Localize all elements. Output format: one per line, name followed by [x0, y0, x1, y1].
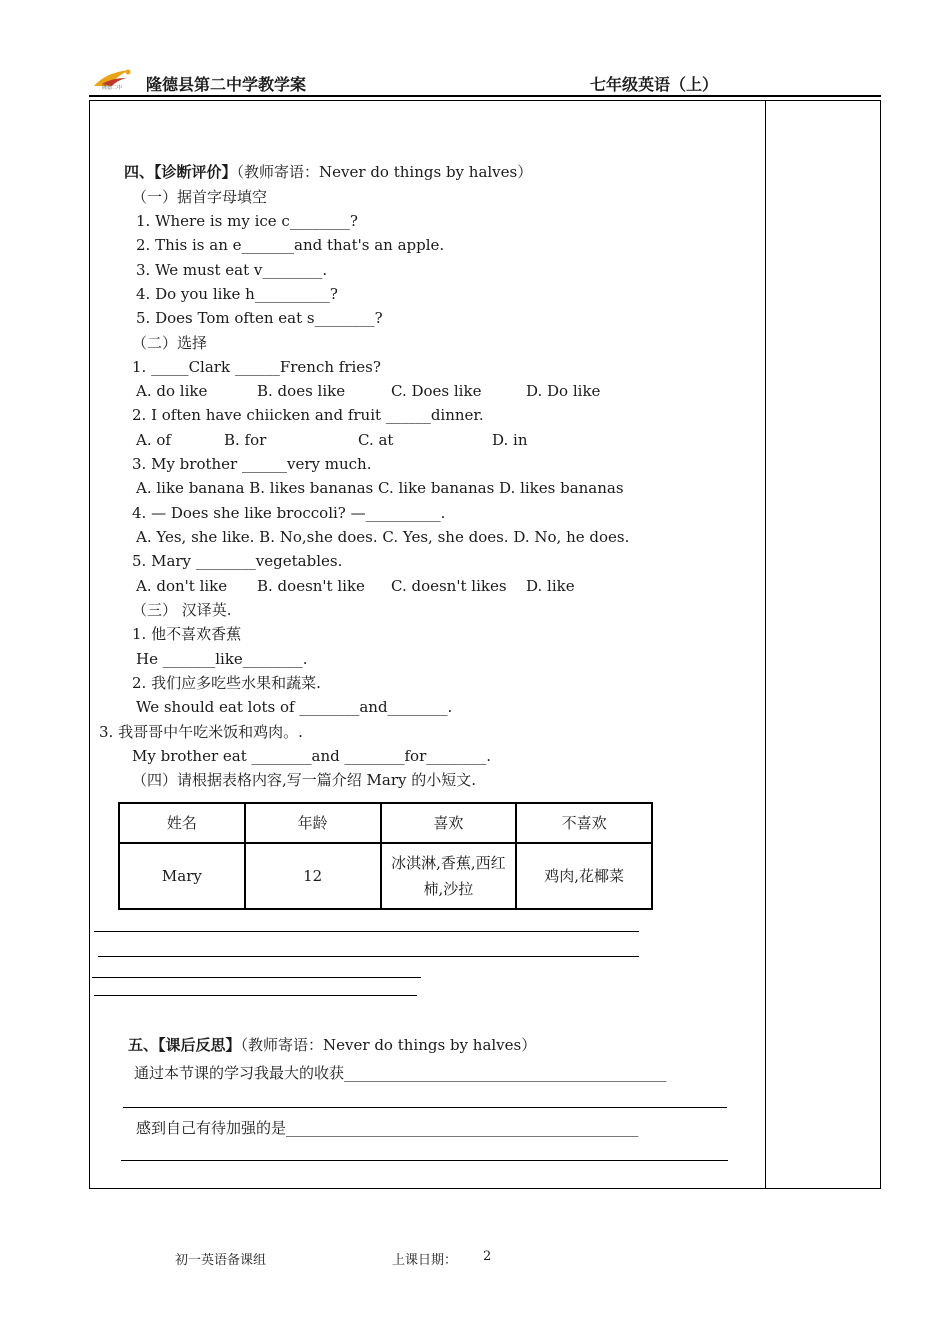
fill-item-4: 4. Do you like h__________? — [136, 285, 338, 303]
choice-q4: 4. — Does she like broccoli? —__________. — [132, 504, 446, 522]
table-header-cell: 不喜欢 — [516, 803, 652, 843]
choice-q4-options: A. Yes, she like. B. No,she does. C. Yes, she does. D. No, he does. — [136, 528, 630, 546]
section5-title: 【课后反思】 — [158, 1036, 241, 1054]
choice-q1-a: A. do like — [136, 382, 208, 400]
section5-heading — [128, 1034, 536, 1055]
table-cell-dislikes: 鸡肉,花椰菜 — [516, 843, 652, 909]
choice-q5: 5. Mary ________vegetables. — [132, 552, 343, 570]
section5-number: 五、 — [128, 1036, 159, 1054]
page-number: 2 — [483, 1249, 492, 1264]
writing-line — [92, 977, 421, 978]
table-cell-age: 12 — [245, 843, 381, 909]
translate-3: 3. 我哥哥中午吃米饭和鸡肉。. — [99, 723, 303, 741]
translate-2-answer: We should eat lots of ________and________. — [136, 698, 453, 716]
frame-right — [880, 100, 881, 1189]
school-logo — [92, 66, 134, 92]
table-header-row — [119, 803, 652, 843]
frame-left — [89, 100, 90, 1189]
writing-line — [121, 1160, 728, 1161]
logo-text: 隆德二中 — [102, 85, 123, 91]
header-rule — [89, 95, 881, 97]
table-cell-name: Mary — [119, 843, 245, 909]
table-header-cell: 姓名 — [119, 803, 245, 843]
fill-item-5: 5. Does Tom often eat s________? — [136, 309, 383, 327]
choice-q2-d: D. in — [492, 431, 528, 449]
translate-1-answer: He _______like________. — [136, 650, 308, 668]
choice-q2-c: C. at — [358, 431, 394, 449]
section4-number: 四、 — [124, 163, 155, 181]
part3-title: （三） 汉译英. — [132, 601, 232, 619]
choice-q1: 1. _____Clark ______French fries? — [132, 358, 381, 376]
footer-group: 初一英语备课组 — [175, 1253, 267, 1268]
table-header-cell: 年龄 — [245, 803, 381, 843]
writing-line — [98, 956, 639, 957]
table-header-cell: 喜欢 — [381, 803, 517, 843]
writing-line — [94, 995, 417, 996]
choice-q1-b: B. does like — [257, 382, 346, 400]
choice-q5-c: C. doesn't likes — [391, 577, 507, 595]
grade-title: 七年级英语（上） — [590, 75, 719, 94]
part2-title: （二）选择 — [132, 334, 208, 352]
fill-item-1: 1. Where is my ice c________? — [136, 212, 358, 230]
reflection-improve: 感到自己有待加强的是_______________________________________________ — [136, 1119, 639, 1137]
mary-info-table — [118, 802, 653, 910]
frame-top — [89, 100, 881, 101]
translate-1: 1. 他不喜欢香蕉 — [132, 625, 242, 643]
part4-title: （四）请根据表格内容,写一篇介绍 Mary 的小短文. — [132, 771, 477, 789]
choice-q1-c: C. Does like — [391, 382, 482, 400]
translate-2: 2. 我们应多吃些水果和蔬菜. — [132, 674, 321, 692]
choice-q5-b: B. doesn't like — [257, 577, 365, 595]
part1-title: （一）据首字母填空 — [132, 188, 268, 206]
footer-date-label: 上课日期： — [392, 1253, 458, 1268]
frame-divider — [765, 100, 766, 1189]
choice-q3: 3. My brother ______very much. — [132, 455, 372, 473]
frame-bottom — [89, 1188, 881, 1189]
writing-line — [123, 1107, 727, 1108]
section4-title: 【诊断评价】 — [154, 163, 237, 181]
table-cell-likes: 冰淇淋,香蕉,西红柿,沙拉 — [381, 843, 517, 909]
reflection-gain: 通过本节课的学习我最大的收获___________________________________________ — [134, 1064, 667, 1082]
translate-3-answer: My brother eat ________and ________for________. — [132, 747, 492, 765]
writing-line — [94, 931, 639, 932]
choice-q2-a: A. of — [136, 431, 171, 449]
choice-q3-options: A. like banana B. likes bananas C. like bananas D. likes bananas — [136, 479, 624, 497]
section4-heading — [124, 161, 532, 182]
choice-q2: 2. I often have chiicken and fruit ______dinner. — [132, 406, 484, 424]
choice-q1-d: D. Do like — [526, 382, 601, 400]
table-row — [119, 843, 652, 909]
section5-motto: （教师寄语：Never do things by halves） — [240, 1036, 537, 1054]
fill-item-2: 2. This is an e_______and that's an apple. — [136, 236, 445, 254]
school-title: 隆德县第二中学教学案 — [146, 75, 307, 94]
choice-q5-d: D. like — [526, 577, 575, 595]
choice-q2-b: B. for — [224, 431, 267, 449]
choice-q5-a: A. don't like — [136, 577, 228, 595]
fill-item-3: 3. We must eat v________. — [136, 261, 328, 279]
section4-motto: （教师寄语：Never do things by halves） — [236, 163, 533, 181]
